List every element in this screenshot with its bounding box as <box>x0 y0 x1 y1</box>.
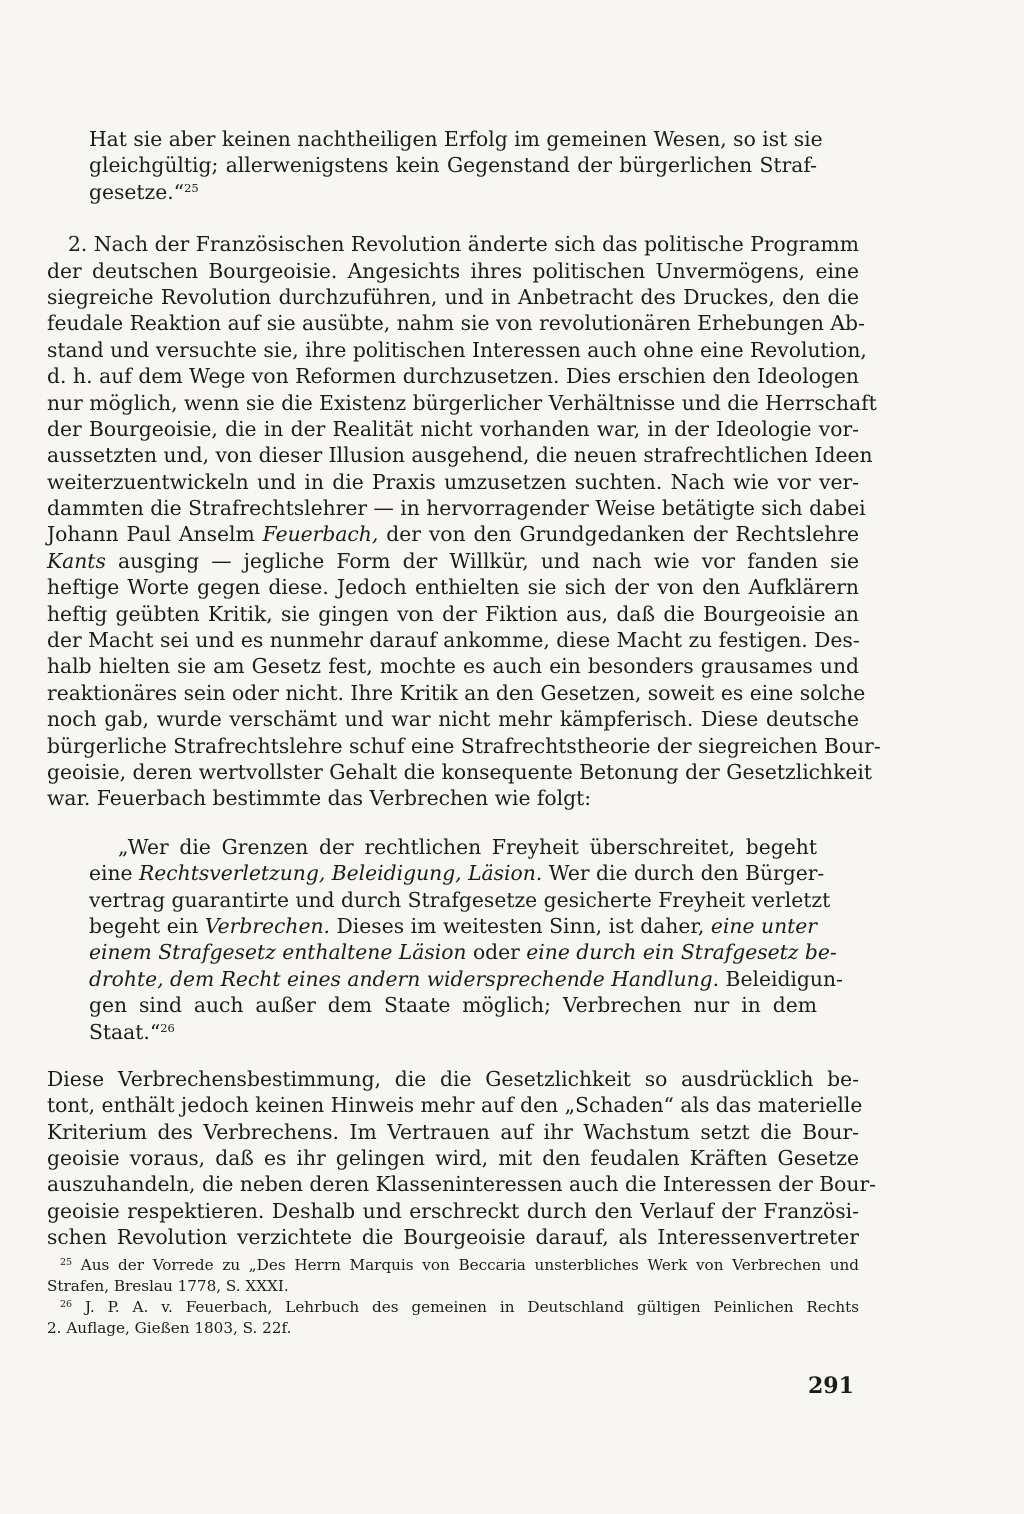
text-line: vertrag guarantirte und durch Strafgesetze gesicherte Freyheit verletzt <box>89 887 831 912</box>
footnote-line <box>47 1255 859 1276</box>
paragraph-3 <box>47 1066 876 1251</box>
emphasis-text: eine durch ein Strafgesetz be- <box>526 940 837 965</box>
emphasis-text: eine unter <box>710 913 817 938</box>
text-segment: Beleidigun- <box>719 966 843 991</box>
footnote-ref: 26 <box>160 1020 175 1035</box>
text-line: noch gab, wurde verschämt und war nicht mehr kämpferisch. Diese deutsche <box>47 707 859 732</box>
text-line: der Bourgeoisie, die in der Realität nicht vorhanden war, in der Ideologie vor- <box>47 416 859 441</box>
text-line: heftige Worte gegen diese. Jedoch enthielten sie sich der von den Aufklärern <box>47 575 859 600</box>
text-line <box>89 939 837 965</box>
text-line <box>89 913 817 939</box>
footnote-text: J. P. A. v. Feuerbach, Lehrbuch des gemeinen in Deutschland gültigen Peinlichen Rechts <box>85 1298 859 1316</box>
text-line: Hat sie aber keinen nachtheiligen Erfolg im gemeinen Wesen, so ist sie <box>89 127 823 151</box>
footnote-line: Strafen, Breslau 1778, S. XXXI. <box>47 1277 289 1295</box>
paragraph-2 <box>47 231 881 812</box>
text-line: heftig geübten Kritik, sie gingen von der Fiktion aus, daß die Bourgeoisie an <box>47 601 859 626</box>
text-line: schen Revolution verzichtete die Bourgeoisie darauf, als Interessenvertreter <box>47 1225 859 1250</box>
text-line: Diese Verbrechensbestimmung, die die Gesetzlichkeit so ausdrücklich be- <box>47 1066 859 1091</box>
emphasis-text: drohte, dem Recht eines andern widersprechende Handlung. <box>89 966 720 991</box>
footnote-line: 2. Auflage, Gießen 1803, S. 22f. <box>47 1319 292 1337</box>
text-line: reaktionäres sein oder nicht. Ihre Kritik an den Gesetzen, soweit es eine solche <box>47 680 866 705</box>
footnotes <box>47 1255 859 1339</box>
text-line: halb hielten sie am Gesetz fest, mochte es auch ein besonders grausames und <box>47 654 859 679</box>
text-segment: Johann Paul Anselm <box>47 522 263 547</box>
text-line: nur möglich, wenn sie die Existenz bürgerlicher Verhältnisse und die Herrschaft <box>47 390 877 415</box>
text-line <box>89 179 817 205</box>
emphasis-text: Verbrechen. <box>204 913 330 938</box>
footnote-number: 25 <box>60 1257 73 1268</box>
text-line: geoisie, deren wertvollster Gehalt die konsequente Betonung der Gesetzlichkeit <box>47 759 873 784</box>
text-segment: Dieses im weitesten Sinn, ist daher, <box>329 913 711 938</box>
footnote-25 <box>47 1255 859 1297</box>
text-line: war. Feuerbach bestimmte das Verbrechen wie folgt: <box>47 786 592 811</box>
footnote-text: Aus der Vorrede zu „Des Herrn Marquis von Beccaria unsterbliches Werk von Verbrechen und <box>80 1256 860 1274</box>
text-segment: oder <box>466 940 527 965</box>
text-line: auszuhandeln, die neben deren Klasseninteressen auch die Interessen der Bour- <box>47 1172 876 1197</box>
emphasis-name: Kants <box>47 548 106 573</box>
text-line: weiterzuentwickeln und in die Praxis umzusetzen suchten. Nach wie vor ver- <box>47 469 859 494</box>
text-line: der Macht sei und es nunmehr darauf ankomme, diese Macht zu festigen. Des- <box>47 628 860 653</box>
text-line: gleichgültig; allerwenigstens kein Gegenstand der bürgerlichen Straf- <box>89 153 817 178</box>
text-segment: eine <box>89 861 140 886</box>
text-line: d. h. auf dem Wege von Reformen durchzusetzen. Dies erschien den Ideologen <box>47 364 859 389</box>
page-body <box>47 126 881 1251</box>
text-line: stand und versuchte sie, ihre politischen Interessen auch ohne eine Revolution, <box>47 337 867 362</box>
block-quote-1 <box>47 126 823 205</box>
text-line: der deutschen Bourgeoisie. Angesichts ihres politischen Unvermögens, eine <box>47 258 859 283</box>
text-line: „Wer die Grenzen der rechtlichen Freyheit überschreitet, begeht <box>118 834 817 859</box>
text-segment: der von den Grundgedanken der Rechtslehre <box>378 522 859 547</box>
emphasis-name: Feuerbach, <box>262 522 379 547</box>
footnote-line <box>47 1297 859 1318</box>
text-line: aussetzten und, von dieser Illusion ausgehend, die neuen strafrechtlichen Ideen <box>47 443 873 468</box>
footnote-number: 26 <box>60 1299 73 1310</box>
text-line: geoisie voraus, daß es ihr gelingen wird, mit den feudalen Kräften Gesetze <box>47 1146 859 1171</box>
page-number: 291 <box>808 1373 854 1399</box>
text-line: gen sind auch außer dem Staate möglich; Verbrechen nur in dem <box>89 993 817 1018</box>
text-segment: Wer die durch den Bürger- <box>542 861 825 886</box>
text-line <box>89 966 843 992</box>
emphasis-text: einem Strafgesetz enthaltene Läsion <box>89 940 467 965</box>
text-segment: begeht ein <box>89 913 205 938</box>
text-line <box>47 548 859 574</box>
text-line: Kriterium des Verbrechens. Im Vertrauen auf ihr Wachstum setzt die Bour- <box>47 1119 859 1144</box>
text-line: geoisie respektieren. Deshalb und erschreckt durch den Verlauf der Französi- <box>47 1198 859 1223</box>
text-segment: Staat.“ <box>89 1019 161 1044</box>
emphasis-text: Rechtsverletzung, Beleidigung, Läsion. <box>139 861 543 886</box>
text-line <box>89 1019 817 1045</box>
text-line: 2. Nach der Französischen Revolution änderte sich das politische Programm <box>68 232 859 257</box>
text-line <box>47 521 859 547</box>
footnote-26 <box>47 1297 859 1339</box>
text-line: siegreiche Revolution durchzuführen, und in Anbetracht des Druckes, den die <box>47 284 859 309</box>
text-segment: gesetze.“ <box>89 179 185 204</box>
text-line: bürgerliche Strafrechtslehre schuf eine Strafrechtstheorie der siegreichen Bour- <box>47 733 881 758</box>
block-quote-2 <box>47 834 843 1045</box>
text-line: feudale Reaktion auf sie ausübte, nahm sie von revolutionären Erhebungen Ab- <box>47 311 865 336</box>
footnote-ref: 25 <box>184 180 199 195</box>
text-line: dammten die Strafrechtslehrer — in hervorragender Weise betätigte sich dabei <box>47 496 866 521</box>
text-segment: ausging — jegliche Form der Willkür, und nach wie vor fanden sie <box>105 548 859 573</box>
text-line: tont, enthält jedoch keinen Hinweis mehr auf den „Schaden“ als das materielle <box>47 1093 863 1118</box>
text-line <box>89 860 825 886</box>
